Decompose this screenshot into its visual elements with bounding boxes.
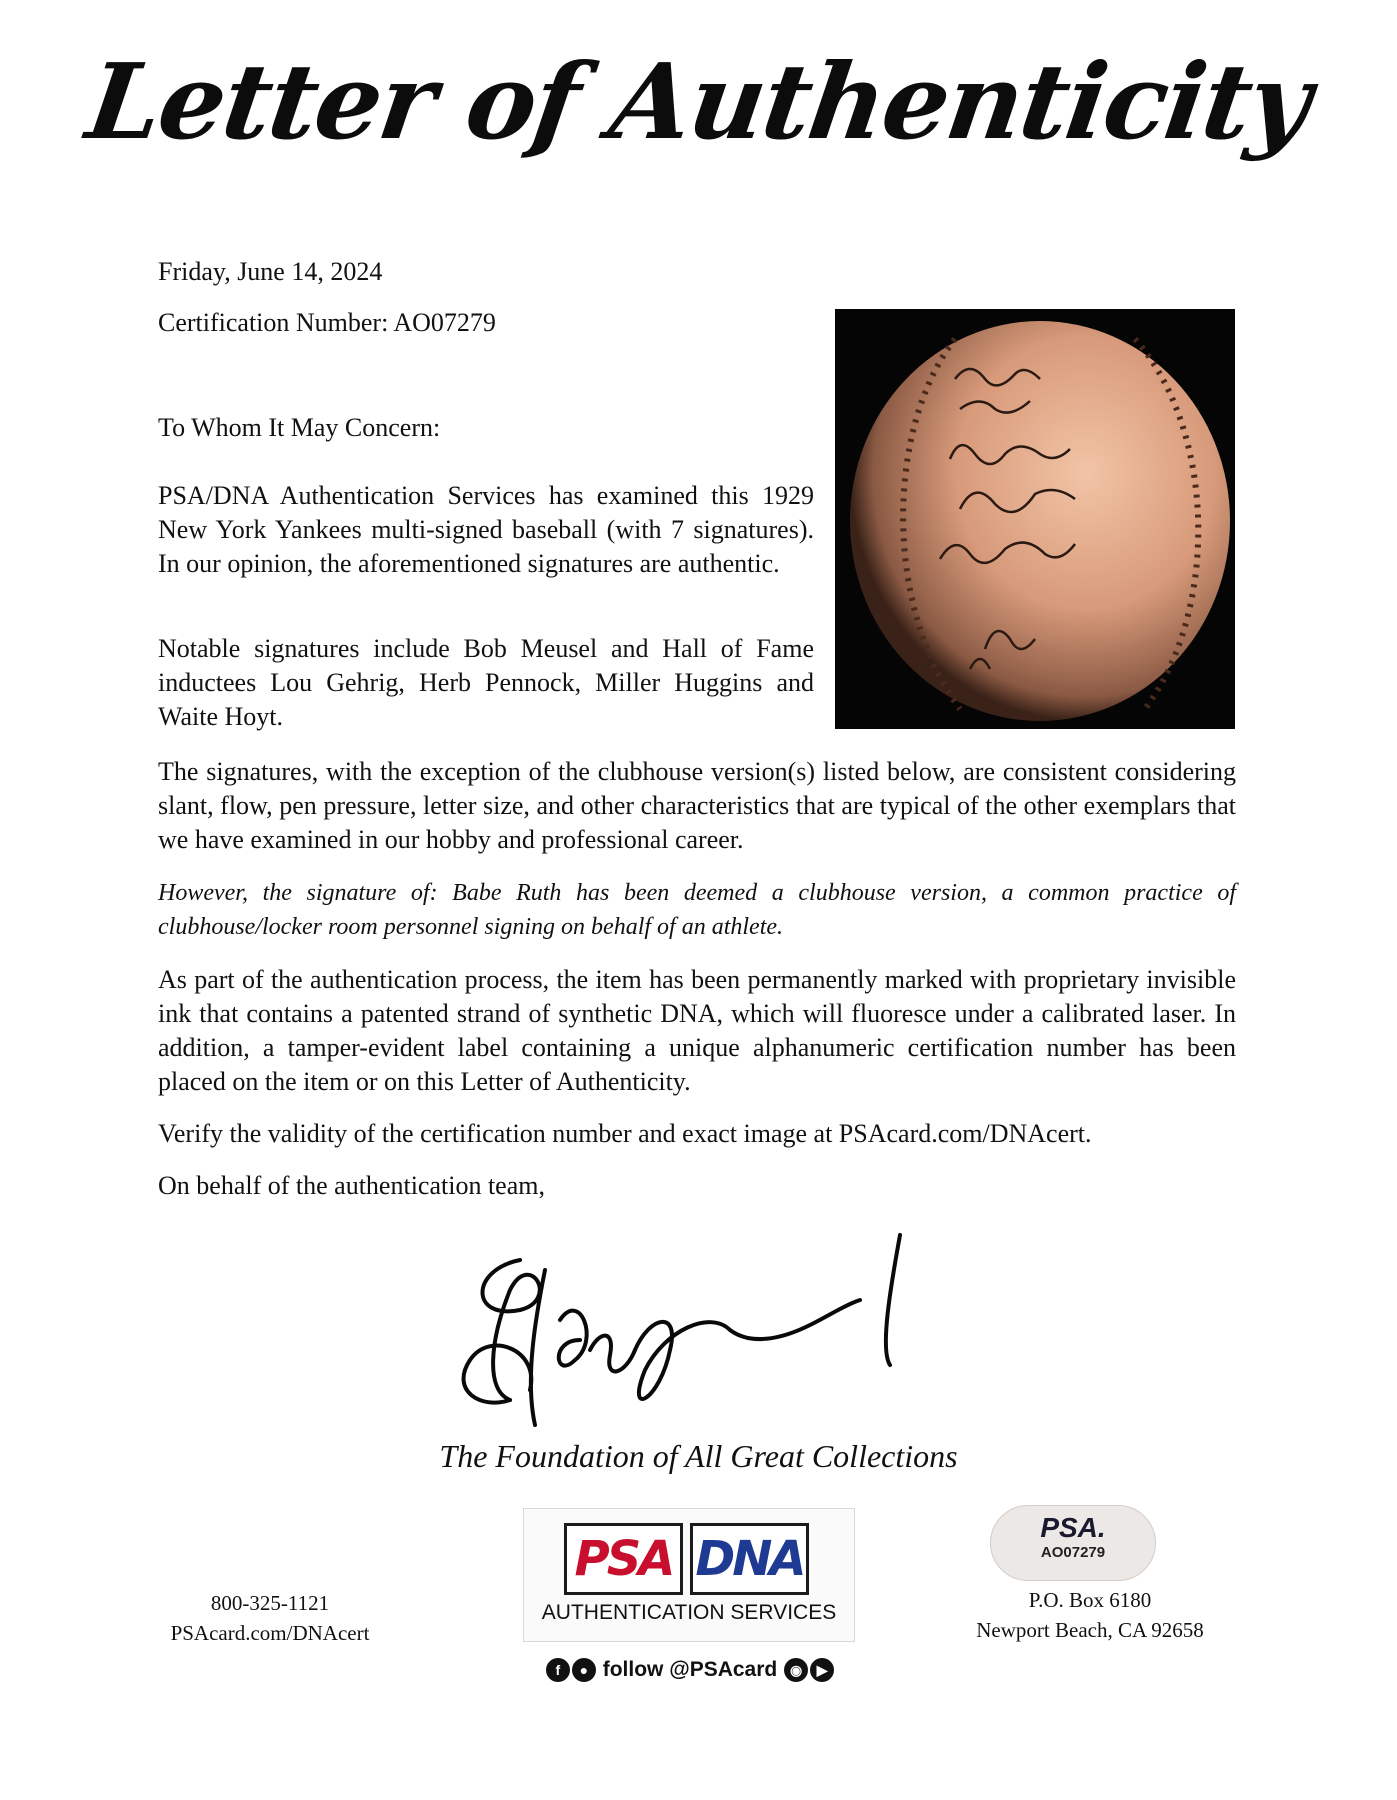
paragraph-dna-process: As part of the authentication process, the item has been permanently marked with proprietary invisible ink that contains a patented strand of synthetic DNA, which will fluoresce under a calibrated laser. In addition, a tamper-evident label containing a unique alphanumeric certification number has been placed on the item or on this Letter of Authenticity. [158, 965, 1236, 1096]
sticker-cert-number: AO07279 [1040, 1544, 1106, 1561]
facebook-icon[interactable]: f [546, 1658, 570, 1682]
paragraph-notable-signatures: Notable signatures include Bob Meusel and Hall of Fame inductees Lou Gehrig, Herb Pennock, Miller Huggins and Waite Hoyt. [158, 634, 814, 731]
certification-number: Certification Number: AO07279 [158, 308, 496, 337]
city-state-zip: Newport Beach, CA 92658 [976, 1618, 1204, 1642]
psa-dna-logo [523, 1508, 855, 1642]
twitter-icon[interactable]: ● [572, 1658, 596, 1682]
letter-date: Friday, June 14, 2024 [158, 257, 383, 286]
logo-psa-mark: PSA [564, 1523, 683, 1595]
instagram-icon[interactable]: ◉ [784, 1658, 808, 1682]
handwritten-signature [450, 1230, 970, 1440]
phone-number: 800-325-1121 [210, 1591, 330, 1615]
letter-title: Letter of Authenticity [80, 40, 1317, 163]
psa-hologram-sticker [990, 1505, 1156, 1581]
paragraph-verify: Verify the validity of the certification number and exact image at PSAcard.com/DNAcert. [158, 1119, 1092, 1148]
footer-contact [160, 1588, 380, 1648]
paragraph-examination: PSA/DNA Authentication Services has examined this 1929 New York Yankees multi-signed baseball (with 7 signatures). In our opinion, the aforementioned signatures are authentic. [158, 481, 814, 578]
salutation: To Whom It May Concern: [158, 413, 441, 442]
po-box: P.O. Box 6180 [1028, 1588, 1152, 1612]
closing-line: On behalf of the authentication team, [158, 1171, 545, 1200]
follow-text: follow @PSAcard [602, 1658, 778, 1681]
paragraph-consistency: The signatures, with the exception of the clubhouse version(s) listed below, are consistent considering slant, flow, pen pressure, letter size, and other characteristics that are typical of the other exemplars that we have examined in our hobby and professional career. [158, 757, 1236, 854]
website-url: PSAcard.com/DNAcert [170, 1621, 370, 1645]
tagline: The Foundation of All Great Collections [439, 1438, 958, 1474]
baseball-photo [835, 309, 1235, 729]
logo-caption: AUTHENTICATION SERVICES [541, 1601, 837, 1624]
logo-dna-mark: DNA [690, 1523, 809, 1595]
social-follow [520, 1658, 860, 1682]
paragraph-clubhouse-exception: However, the signature of: Babe Ruth has been deemed a clubhouse version, a common practice of clubhouse/locker room personnel signing on behalf of an athlete. [158, 880, 1236, 940]
youtube-icon[interactable]: ▶ [810, 1658, 834, 1682]
sticker-brand: PSA. [1040, 1512, 1106, 1543]
footer-address [930, 1585, 1250, 1645]
